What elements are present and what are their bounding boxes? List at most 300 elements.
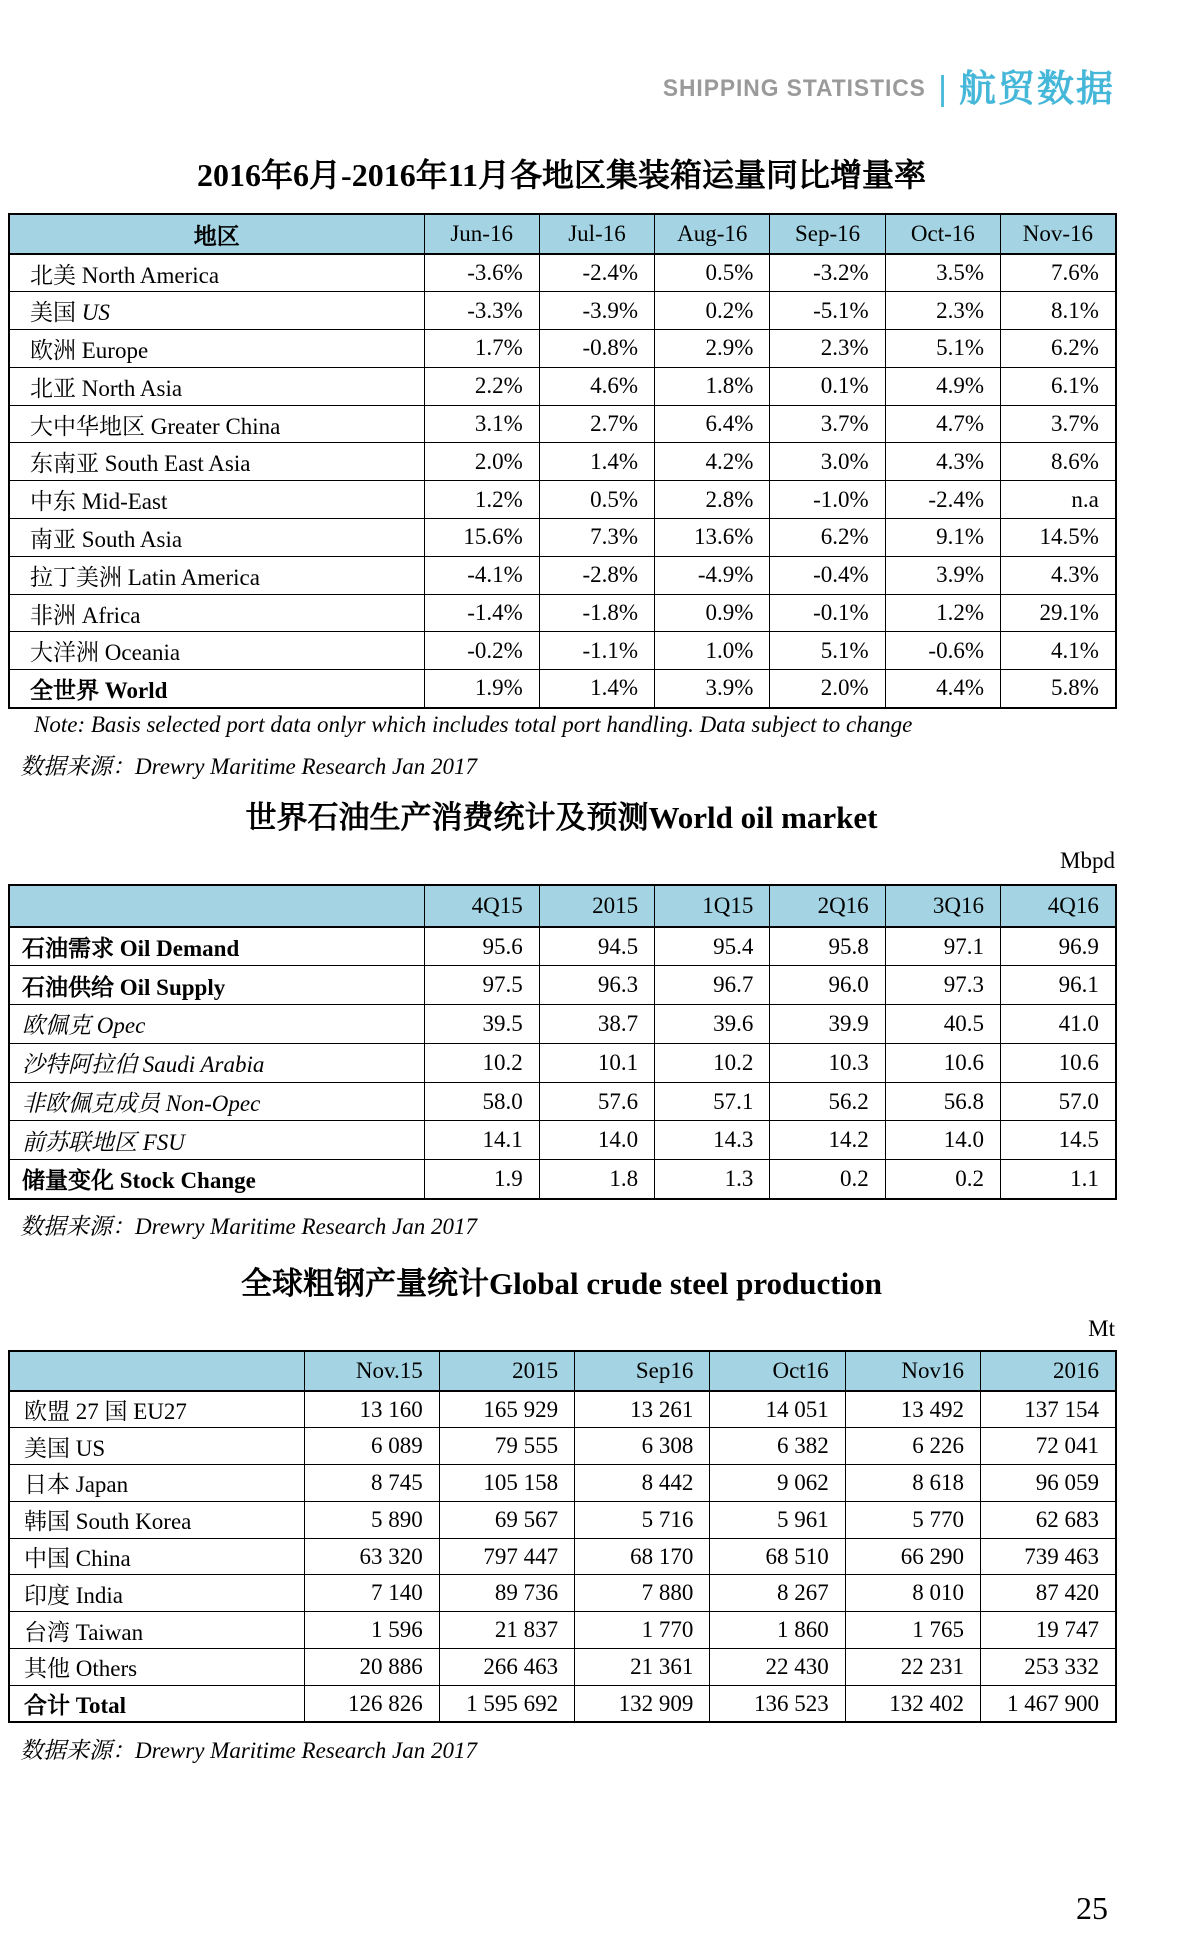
row-label-cell — [9, 443, 424, 481]
value-cell: 7 140 — [304, 1575, 439, 1612]
table-row — [9, 292, 1116, 330]
row-label-zh: 东南亚 — [30, 451, 99, 477]
value-cell: -4.9% — [655, 556, 770, 594]
value-cell: 3.0% — [770, 443, 885, 481]
value-cell: -3.9% — [539, 292, 654, 330]
row-label-cell — [9, 367, 424, 405]
value-cell: 13 492 — [845, 1391, 980, 1428]
value-cell: 8 745 — [304, 1465, 439, 1502]
table-row — [9, 1121, 1116, 1160]
row-label-en: South Korea — [75, 1509, 192, 1535]
row-label-en: US — [81, 300, 110, 326]
value-cell: -2.8% — [539, 556, 654, 594]
row-label-cell — [9, 292, 424, 330]
steel-table-title: 全球粗钢产量统计Global crude steel production — [241, 1266, 882, 1301]
value-cell: 2.3% — [885, 292, 1000, 330]
row-label-zh: 韩国 — [24, 1509, 70, 1535]
row-label-zh: 合计 — [24, 1693, 70, 1719]
table-row — [9, 1612, 1116, 1649]
masthead-divider: | — [938, 69, 947, 108]
value-cell: 68 510 — [710, 1538, 845, 1575]
column-header: 2016 — [980, 1351, 1116, 1391]
table-row — [9, 966, 1116, 1005]
row-label-zh: 石油需求 — [22, 936, 114, 962]
row-label-zh: 南亚 — [30, 526, 76, 552]
value-cell: 4.7% — [885, 405, 1000, 443]
value-cell: 15.6% — [424, 519, 539, 557]
value-cell: 2.9% — [655, 330, 770, 368]
column-header — [9, 1351, 304, 1391]
row-label-zh: 大中华地区 — [30, 413, 145, 439]
value-cell: 79 555 — [439, 1428, 574, 1465]
value-cell: 4.9% — [885, 367, 1000, 405]
steel-table-body — [9, 1391, 1116, 1722]
value-cell: 6 226 — [845, 1428, 980, 1465]
header-row — [9, 885, 1116, 927]
row-label-zh: 储量变化 — [22, 1168, 114, 1194]
value-cell: 132 402 — [845, 1685, 980, 1722]
value-cell: -1.8% — [539, 594, 654, 632]
table-row — [9, 405, 1116, 443]
container-table-header — [9, 214, 1116, 254]
row-label-cell — [9, 927, 424, 966]
value-cell: 2.8% — [655, 481, 770, 519]
row-label-cell — [9, 330, 424, 368]
value-cell: 0.2 — [885, 1160, 1000, 1199]
row-label-en: World — [104, 677, 168, 703]
value-cell: 1.4% — [539, 670, 654, 708]
row-label-zh: 美国 — [30, 300, 76, 326]
value-cell: 5 890 — [304, 1501, 439, 1538]
value-cell: 10.2 — [655, 1043, 770, 1082]
value-cell: 10.6 — [885, 1043, 1000, 1082]
value-cell: 10.1 — [539, 1043, 654, 1082]
row-label-zh: 台湾 — [24, 1619, 70, 1645]
value-cell: 19 747 — [980, 1612, 1116, 1649]
row-label-en: India — [75, 1582, 124, 1608]
header-row — [9, 214, 1116, 254]
value-cell: 0.5% — [655, 254, 770, 292]
row-label-en: Others — [75, 1656, 138, 1682]
value-cell: 22 430 — [710, 1649, 845, 1686]
column-header: 地区 — [9, 214, 424, 254]
value-cell: 97.3 — [885, 966, 1000, 1005]
table-row — [9, 1685, 1116, 1722]
row-label-zh: 日本 — [24, 1472, 70, 1498]
value-cell: 8.1% — [1000, 292, 1115, 330]
value-cell: 4.2% — [655, 443, 770, 481]
value-cell: 0.2% — [655, 292, 770, 330]
table-row — [9, 1005, 1116, 1044]
value-cell: -1.0% — [770, 481, 885, 519]
row-label-zh: 非洲 — [30, 602, 76, 628]
value-cell: 8.6% — [1000, 443, 1115, 481]
value-cell: 56.8 — [885, 1082, 1000, 1121]
row-label-cell — [9, 1043, 424, 1082]
table-row — [9, 1160, 1116, 1199]
value-cell: 3.7% — [770, 405, 885, 443]
row-label-zh: 中东 — [30, 489, 76, 515]
value-cell: 39.6 — [655, 1005, 770, 1044]
column-header: 2015 — [539, 885, 654, 927]
column-header: 2015 — [439, 1351, 574, 1391]
value-cell: 57.6 — [539, 1082, 654, 1121]
row-label-zh: 前苏联地区 — [22, 1129, 137, 1155]
value-cell: 97.5 — [424, 966, 539, 1005]
value-cell: 6 089 — [304, 1428, 439, 1465]
value-cell: 14.5 — [1000, 1121, 1115, 1160]
row-label-cell — [9, 966, 424, 1005]
value-cell: -3.2% — [770, 254, 885, 292]
value-cell: 22 231 — [845, 1649, 980, 1686]
table-row — [9, 519, 1116, 557]
value-cell: 14.1 — [424, 1121, 539, 1160]
value-cell: 253 332 — [980, 1649, 1116, 1686]
row-label-en: North Asia — [81, 375, 183, 401]
row-label-zh: 大洋洲 — [30, 640, 99, 666]
row-label-en: Total — [75, 1693, 127, 1719]
value-cell: 1 765 — [845, 1612, 980, 1649]
container-volume-table — [8, 213, 1117, 709]
column-header: Jul-16 — [539, 214, 654, 254]
row-label-zh: 美国 — [24, 1435, 70, 1461]
value-cell: 266 463 — [439, 1649, 574, 1686]
value-cell: 7 880 — [575, 1575, 710, 1612]
value-cell: 3.9% — [885, 556, 1000, 594]
table-row — [9, 481, 1116, 519]
value-cell: 7.6% — [1000, 254, 1115, 292]
value-cell: 57.1 — [655, 1082, 770, 1121]
value-cell: 1 467 900 — [980, 1685, 1116, 1722]
value-cell: -3.6% — [424, 254, 539, 292]
value-cell: 96.7 — [655, 966, 770, 1005]
row-label-zh: 其他 — [24, 1656, 70, 1682]
table-row — [9, 1391, 1116, 1428]
value-cell: 39.5 — [424, 1005, 539, 1044]
row-label-cell — [9, 1428, 304, 1465]
value-cell: 2.0% — [770, 670, 885, 708]
value-cell: 14 051 — [710, 1391, 845, 1428]
value-cell: 5.8% — [1000, 670, 1115, 708]
value-cell: n.a — [1000, 481, 1115, 519]
row-label-cell — [9, 1685, 304, 1722]
column-header — [9, 885, 424, 927]
oil-unit-label: Mbpd — [1060, 848, 1115, 873]
row-label-cell — [9, 481, 424, 519]
value-cell: 0.2 — [770, 1160, 885, 1199]
column-header: 2Q16 — [770, 885, 885, 927]
row-label-zh: 北美 — [30, 262, 76, 288]
row-label-cell — [9, 1649, 304, 1686]
value-cell: 7.3% — [539, 519, 654, 557]
row-label-zh: 非欧佩克成员 — [22, 1091, 160, 1117]
row-label-zh: 沙特阿拉伯 — [22, 1052, 137, 1078]
value-cell: 62 683 — [980, 1501, 1116, 1538]
value-cell: 6.2% — [770, 519, 885, 557]
value-cell: 10.2 — [424, 1043, 539, 1082]
value-cell: 21 361 — [575, 1649, 710, 1686]
value-cell: 5.1% — [885, 330, 1000, 368]
value-cell: -2.4% — [539, 254, 654, 292]
value-cell: 29.1% — [1000, 594, 1115, 632]
value-cell: 136 523 — [710, 1685, 845, 1722]
value-cell: -0.4% — [770, 556, 885, 594]
row-label-zh: 全世界 — [30, 677, 99, 703]
column-header: 4Q15 — [424, 885, 539, 927]
column-header: Nov16 — [845, 1351, 980, 1391]
row-label-cell — [9, 1391, 304, 1428]
value-cell: 8 442 — [575, 1465, 710, 1502]
table-row — [9, 1649, 1116, 1686]
row-label-en: Non-Opec — [165, 1091, 261, 1117]
value-cell: 0.5% — [539, 481, 654, 519]
column-header: Aug-16 — [655, 214, 770, 254]
value-cell: 2.3% — [770, 330, 885, 368]
steel-table-source: 数据来源：Drewry Maritime Research Jan 2017 — [20, 1738, 477, 1763]
value-cell: 69 567 — [439, 1501, 574, 1538]
value-cell: 1 860 — [710, 1612, 845, 1649]
value-cell: 105 158 — [439, 1465, 574, 1502]
row-label-en: Latin America — [127, 564, 260, 590]
value-cell: 1 596 — [304, 1612, 439, 1649]
column-header: 1Q15 — [655, 885, 770, 927]
row-label-en: Saudi Arabia — [142, 1052, 265, 1078]
value-cell: 95.6 — [424, 927, 539, 966]
value-cell: -4.1% — [424, 556, 539, 594]
value-cell: 0.1% — [770, 367, 885, 405]
value-cell: 38.7 — [539, 1005, 654, 1044]
value-cell: 4.1% — [1000, 632, 1115, 670]
row-label-en: Greater China — [150, 413, 281, 439]
column-header: Jun-16 — [424, 214, 539, 254]
value-cell: 94.5 — [539, 927, 654, 966]
row-label-cell — [9, 1082, 424, 1121]
value-cell: 10.6 — [1000, 1043, 1115, 1082]
value-cell: 87 420 — [980, 1575, 1116, 1612]
value-cell: -0.8% — [539, 330, 654, 368]
value-cell: 6 308 — [575, 1428, 710, 1465]
row-label-cell — [9, 1160, 424, 1199]
value-cell: 58.0 — [424, 1082, 539, 1121]
value-cell: -0.1% — [770, 594, 885, 632]
value-cell: 8 618 — [845, 1465, 980, 1502]
row-label-zh: 印度 — [24, 1582, 70, 1608]
table-row — [9, 927, 1116, 966]
row-label-zh: 石油供给 — [22, 974, 114, 1000]
value-cell: 1.1 — [1000, 1160, 1115, 1199]
value-cell: 4.4% — [885, 670, 1000, 708]
table-row — [9, 670, 1116, 708]
value-cell: 72 041 — [980, 1428, 1116, 1465]
world-oil-market-table — [8, 884, 1117, 1200]
page-number: 25 — [1076, 1890, 1108, 1926]
value-cell: 3.1% — [424, 405, 539, 443]
value-cell: 1.2% — [885, 594, 1000, 632]
row-label-en: South Asia — [81, 526, 183, 552]
value-cell: 14.5% — [1000, 519, 1115, 557]
row-label-en: Oil Supply — [119, 974, 226, 1000]
row-label-zh: 中国 — [24, 1546, 70, 1572]
value-cell: 96.1 — [1000, 966, 1115, 1005]
value-cell: 797 447 — [439, 1538, 574, 1575]
value-cell: 5.1% — [770, 632, 885, 670]
row-label-cell — [9, 405, 424, 443]
row-label-zh: 欧洲 — [30, 337, 76, 363]
value-cell: 9.1% — [885, 519, 1000, 557]
table-row — [9, 1082, 1116, 1121]
value-cell: 8 267 — [710, 1575, 845, 1612]
value-cell: 66 290 — [845, 1538, 980, 1575]
value-cell: -3.3% — [424, 292, 539, 330]
value-cell: 4.3% — [1000, 556, 1115, 594]
column-header: Sep16 — [575, 1351, 710, 1391]
row-label-cell — [9, 670, 424, 708]
table-row — [9, 367, 1116, 405]
column-header: 3Q16 — [885, 885, 1000, 927]
column-header: Sep-16 — [770, 214, 885, 254]
header-row — [9, 1351, 1116, 1391]
value-cell: 1 770 — [575, 1612, 710, 1649]
container-table-note: Note: Basis selected port data onlyr which includes total port handling. Data subject to change — [34, 712, 913, 737]
value-cell: -0.6% — [885, 632, 1000, 670]
row-label-en: Japan — [75, 1472, 129, 1498]
table-row — [9, 556, 1116, 594]
value-cell: 56.2 — [770, 1082, 885, 1121]
column-header: Nov.15 — [304, 1351, 439, 1391]
row-label-en: Africa — [81, 602, 141, 628]
steel-unit-label: Mt — [1088, 1316, 1115, 1341]
value-cell: 1.4% — [539, 443, 654, 481]
value-cell: -2.4% — [885, 481, 1000, 519]
container-table-body — [9, 254, 1116, 708]
value-cell: 0.9% — [655, 594, 770, 632]
value-cell: 14.0 — [885, 1121, 1000, 1160]
value-cell: 96 059 — [980, 1465, 1116, 1502]
row-label-en: Opec — [96, 1013, 146, 1039]
column-header: Oct-16 — [885, 214, 1000, 254]
value-cell: 9 062 — [710, 1465, 845, 1502]
value-cell: 1.8 — [539, 1160, 654, 1199]
masthead-english-label: SHIPPING STATISTICS — [663, 74, 927, 102]
table-row — [9, 1043, 1116, 1082]
value-cell: 13 261 — [575, 1391, 710, 1428]
value-cell: 68 170 — [575, 1538, 710, 1575]
row-label-en: Taiwan — [75, 1619, 144, 1645]
row-label-en: China — [75, 1546, 131, 1572]
value-cell: 1 595 692 — [439, 1685, 574, 1722]
value-cell: 137 154 — [980, 1391, 1116, 1428]
masthead — [649, 70, 1115, 107]
row-label-cell — [9, 1465, 304, 1502]
row-label-en: FSU — [142, 1129, 185, 1155]
row-label-cell — [9, 556, 424, 594]
row-label-zh: 欧佩克 — [22, 1013, 91, 1039]
value-cell: 5 716 — [575, 1501, 710, 1538]
value-cell: 14.0 — [539, 1121, 654, 1160]
value-cell: 4.3% — [885, 443, 1000, 481]
oil-table-body — [9, 927, 1116, 1199]
value-cell: 96.0 — [770, 966, 885, 1005]
value-cell: 95.4 — [655, 927, 770, 966]
value-cell: 4.6% — [539, 367, 654, 405]
row-label-en: Oil Demand — [119, 936, 240, 962]
row-label-cell — [9, 519, 424, 557]
container-table-title: 2016年6月-2016年11月各地区集装箱运量同比增量率 — [197, 157, 926, 193]
value-cell: 41.0 — [1000, 1005, 1115, 1044]
oil-table-source: 数据来源：Drewry Maritime Research Jan 2017 — [20, 1214, 477, 1239]
value-cell: 1.8% — [655, 367, 770, 405]
value-cell: 96.9 — [1000, 927, 1115, 966]
table-row — [9, 1575, 1116, 1612]
row-label-en: Oceania — [104, 640, 181, 666]
value-cell: 1.7% — [424, 330, 539, 368]
row-label-zh: 北亚 — [30, 375, 76, 401]
value-cell: 165 929 — [439, 1391, 574, 1428]
table-row — [9, 1465, 1116, 1502]
column-header: Oct16 — [710, 1351, 845, 1391]
value-cell: 57.0 — [1000, 1082, 1115, 1121]
value-cell: 20 886 — [304, 1649, 439, 1686]
row-label-cell — [9, 1538, 304, 1575]
value-cell: 3.9% — [655, 670, 770, 708]
value-cell: 1.3 — [655, 1160, 770, 1199]
value-cell: 3.7% — [1000, 405, 1115, 443]
row-label-cell — [9, 1612, 304, 1649]
table-row — [9, 443, 1116, 481]
value-cell: 1.0% — [655, 632, 770, 670]
value-cell: 95.8 — [770, 927, 885, 966]
row-label-en: North America — [81, 262, 220, 288]
value-cell: 6 382 — [710, 1428, 845, 1465]
value-cell: 1.9% — [424, 670, 539, 708]
value-cell: 6.4% — [655, 405, 770, 443]
value-cell: -1.1% — [539, 632, 654, 670]
table-row — [9, 594, 1116, 632]
value-cell: 96.3 — [539, 966, 654, 1005]
value-cell: 39.9 — [770, 1005, 885, 1044]
row-label-en: US — [75, 1435, 106, 1461]
value-cell: 97.1 — [885, 927, 1000, 966]
column-header: 4Q16 — [1000, 885, 1115, 927]
row-label-cell — [9, 1501, 304, 1538]
oil-table-title: 世界石油生产消费统计及预测World oil market — [245, 800, 878, 835]
value-cell: 126 826 — [304, 1685, 439, 1722]
value-cell: 739 463 — [980, 1538, 1116, 1575]
row-label-en: EU27 — [133, 1399, 187, 1425]
value-cell: 13 160 — [304, 1391, 439, 1428]
row-label-cell — [9, 1575, 304, 1612]
column-header: Nov-16 — [1000, 214, 1115, 254]
value-cell: 5 961 — [710, 1501, 845, 1538]
value-cell: 6.1% — [1000, 367, 1115, 405]
value-cell: 21 837 — [439, 1612, 574, 1649]
value-cell: 10.3 — [770, 1043, 885, 1082]
value-cell: 3.5% — [885, 254, 1000, 292]
value-cell: 8 010 — [845, 1575, 980, 1612]
masthead-chinese-label: 航贸数据 — [959, 68, 1115, 109]
table-row — [9, 330, 1116, 368]
table-row — [9, 254, 1116, 292]
value-cell: 1.2% — [424, 481, 539, 519]
row-label-en: South East Asia — [104, 451, 251, 477]
value-cell: -0.2% — [424, 632, 539, 670]
value-cell: 2.0% — [424, 443, 539, 481]
row-label-cell — [9, 254, 424, 292]
table-row — [9, 1501, 1116, 1538]
row-label-cell — [9, 1005, 424, 1044]
table-row — [9, 1538, 1116, 1575]
value-cell: 63 320 — [304, 1538, 439, 1575]
